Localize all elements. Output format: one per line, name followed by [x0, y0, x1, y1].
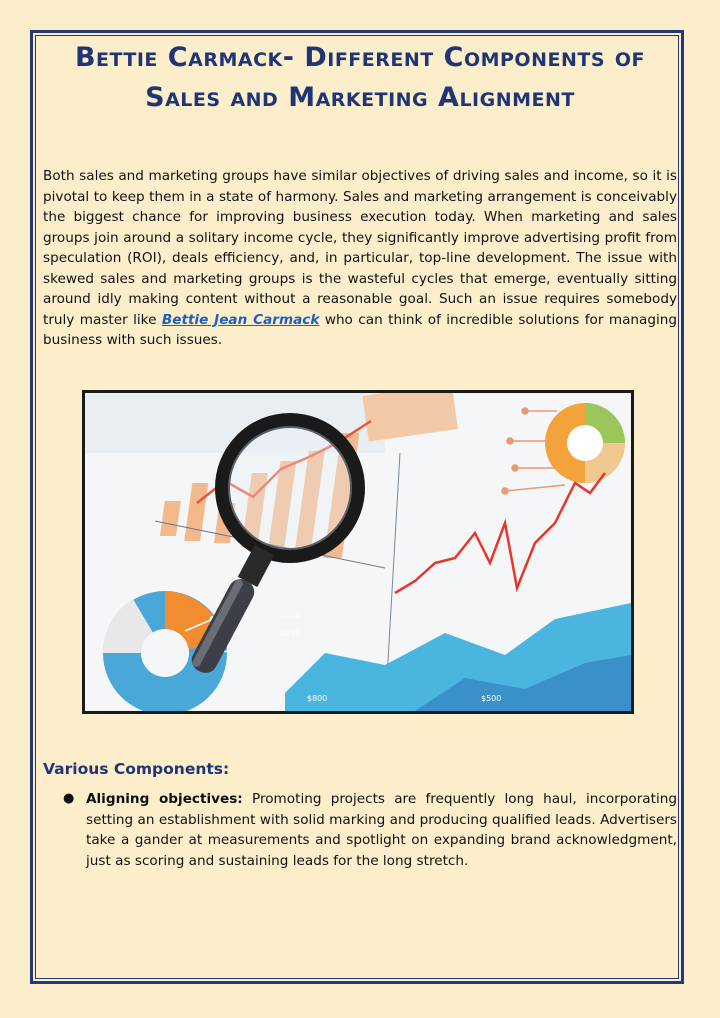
bullet-icon: ●: [63, 791, 75, 806]
intro-text-start: Both sales and marketing groups have similar objectives of driving sales and income, so it is pivotal to keep them in a state of harmony. Sales and marketing arrangement is conceivably the biggest chance for improving business execution today. When marketing and sales groups join around a solitary income cycle, they significantly improve advertising profit from speculation (ROI), deals efficiency, and, in particular, top-line development. The issue with skewed sales and marketing groups is the wasteful cycles that emerge, eventually sitting around idly making content without a reasonable goal. Such an issue requires somebody truly master like: [43, 168, 677, 328]
components-list: [43, 789, 677, 871]
components-heading: Various Components:: [43, 760, 230, 778]
list-item-text: Promoting projects are frequently long haul, incorporating setting an establishment with solid marking and producing qualified leads. Advertisers take a gander at measurements and spotlight on expanding brand acknowledgment, just as scoring and sustaining leads for the long stretch.: [86, 791, 677, 869]
intro-paragraph: [43, 166, 677, 351]
photo-label-amount-b: $500: [481, 694, 502, 703]
list-item-label: Aligning objectives:: [86, 791, 243, 807]
author-link[interactable]: Bettie Jean Carmack: [161, 311, 320, 328]
list-item: [43, 789, 677, 871]
photo-illustration: [85, 393, 631, 711]
photo-label-year-b: 2015: [280, 629, 301, 638]
photo-label-amount-a: $800: [307, 694, 328, 703]
photo-label-year-a: 2014: [280, 611, 301, 620]
page-title: Bettie Carmack- Different Components of Sales and Marketing Alignment: [74, 42, 646, 113]
intro-text-end: who can think of incredible solutions for managing business with such issues.: [43, 311, 678, 348]
magnifying-glass-chart-photo: [82, 390, 634, 714]
